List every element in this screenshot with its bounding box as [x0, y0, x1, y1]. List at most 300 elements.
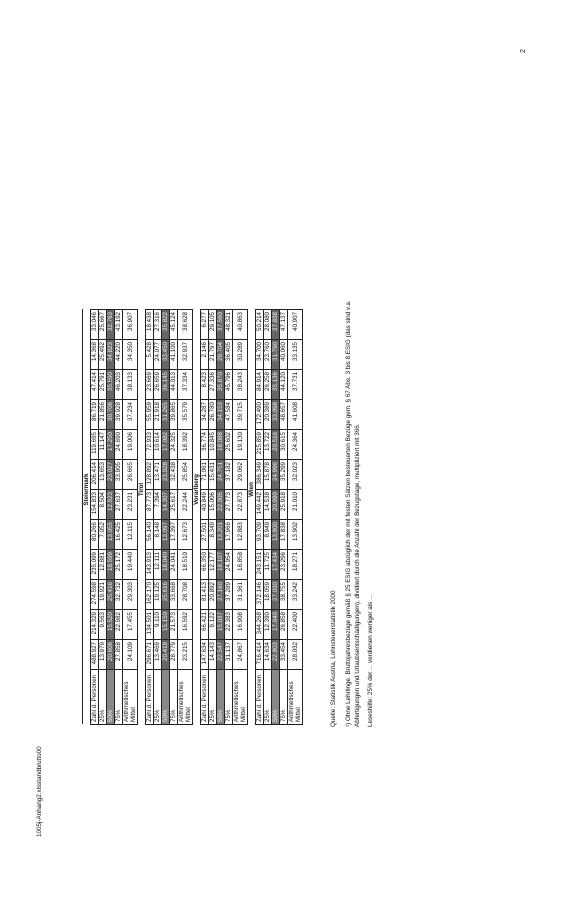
table-cell: 15.006 [209, 490, 217, 520]
table-cell: 38.628 [178, 310, 193, 340]
median-row [272, 310, 280, 725]
table-cell: 37.838 [272, 310, 280, 340]
table-cell: 44.013 [170, 370, 178, 400]
table-cell: 12.177 [209, 550, 217, 580]
table-cell: 48.657 [280, 400, 288, 430]
table-cell: 48.321 [225, 310, 233, 340]
footnote-line-2: Abfertigungen und Urlaubsentschädigungen), dividiert durch die Anzahl der Bezugstage, multipliziert mit 366. [354, 423, 361, 727]
table-cell: 28.779 [170, 640, 178, 670]
table-cell: 22.873 [233, 490, 248, 520]
table-cell: 21.573 [170, 610, 178, 640]
table-cell: 17.455 [123, 610, 138, 640]
table-cell: 25.172 [115, 550, 123, 580]
row-label: 75% [170, 670, 178, 725]
table-cell: 13.979 [99, 640, 107, 670]
table-cell: 56.140 [146, 520, 154, 550]
table-cell: 35.870 [217, 370, 225, 400]
table-cell: 22.982 [115, 610, 123, 640]
row-label-mean-line2: Mittel [185, 707, 192, 722]
table-cell: 17.940 [272, 610, 280, 640]
table-cell: 24.077 [154, 340, 162, 370]
table-cell: 28.032 [288, 640, 303, 670]
income-statistics-table [82, 309, 303, 725]
table-cell: 27.773 [225, 490, 233, 520]
table-cell: 9.122 [209, 610, 217, 640]
footnote-line-1: ¹) Ohne Lehrlinge. Bruttojahresbezüge gemäß § 25 ESIG abzüglich der mit festen Sätzen besteuerten Bezüge gem. § 67 Abs. 3 bis 8 ESIG (das sind v.a. [345, 300, 352, 727]
table-cell: 14.634 [264, 640, 272, 670]
table-cell: 34.287 [201, 400, 209, 430]
region-header-row [193, 310, 201, 725]
table-cell: 147.634 [201, 640, 209, 670]
table-cell: 37.234 [123, 400, 138, 430]
table-cell: 14.307 [162, 490, 170, 520]
region-header-blank [83, 670, 91, 725]
table-cell: 66.350 [201, 550, 209, 580]
row-label-mean-line1: Arithmetisches [233, 681, 240, 722]
table-cell: 21.918 [154, 400, 162, 430]
table-cell: 13.902 [288, 520, 303, 550]
table-cell: 33.450 [162, 340, 170, 370]
table-cell: 128.892 [146, 460, 154, 490]
table-cell: 39.715 [233, 400, 248, 430]
table-cell: 50.214 [256, 310, 264, 340]
table-cell: 32.732 [115, 580, 123, 610]
table-cell: 20.892 [209, 580, 217, 610]
table-cell: 31.265 [162, 400, 170, 430]
statistics-table-container [82, 60, 303, 725]
table-cell: 11.147 [99, 430, 107, 460]
table-cell: 34.823 [107, 340, 115, 370]
table-cell: 17.082 [162, 430, 170, 460]
table-cell: 12.923 [107, 490, 115, 520]
table-cell: 488.927 [91, 640, 99, 670]
table-cell: 20.419 [162, 640, 170, 670]
table-cell: 13.653 [99, 460, 107, 490]
row-label: 25% [209, 670, 217, 725]
count-row [201, 310, 209, 725]
table-cell: 30.615 [280, 430, 288, 460]
table-cell: 47.137 [280, 310, 288, 340]
table-cell: 31.790 [272, 340, 280, 370]
table-cell: 47.414 [91, 370, 99, 400]
table-cell: 23.231 [123, 490, 138, 520]
table-cell: 13.471 [154, 460, 162, 490]
table-cell: 13.469 [154, 640, 162, 670]
table-cell: 14.538 [264, 490, 272, 520]
table-cell: 13.201 [217, 520, 225, 550]
table-cell: 8.949 [264, 520, 272, 550]
table-cell: 32.763 [107, 310, 115, 340]
mean-row [288, 310, 303, 725]
table-cell: 35.299 [280, 460, 288, 490]
table-cell: 26.258 [264, 370, 272, 400]
table-cell: 10.614 [154, 430, 162, 460]
table-cell: 18.510 [178, 550, 193, 580]
table-cell: 38.755 [280, 580, 288, 610]
table-cell: 33.135 [288, 340, 303, 370]
row-label-mean-line1: Arithmetisches [288, 681, 295, 722]
table-cell: 18.438 [146, 310, 154, 340]
table-cell: 66.421 [201, 610, 209, 640]
table-cell: 11.725 [264, 550, 272, 580]
table-cell: 22.005 [217, 490, 225, 520]
table-cell: 38.243 [233, 370, 248, 400]
table-cell: 41.608 [288, 400, 303, 430]
table-cell: 8.423 [201, 370, 209, 400]
table-cell: 24.041 [170, 550, 178, 580]
p75-row [280, 310, 288, 725]
table-cell: 34.700 [256, 340, 264, 370]
p25-row [154, 310, 162, 725]
reading-aid: Leseshilfe: 25% der ... verdienen weniger als ... [367, 594, 374, 727]
row-label: 50% [162, 670, 170, 725]
table-cell: 32.937 [178, 340, 193, 370]
table-cell: 55.959 [146, 400, 154, 430]
table-cell: 47.584 [225, 400, 233, 430]
table-cell: 72.933 [146, 430, 154, 460]
region-name: Tirol [138, 310, 146, 670]
table-cell: 32.438 [170, 460, 178, 490]
row-label: 75% [115, 670, 123, 725]
table-cell: 20.990 [272, 490, 280, 520]
table-cell: 12.673 [178, 520, 193, 550]
table-cell: 40.863 [233, 310, 248, 340]
p25-row [264, 310, 272, 725]
table-cell: 18.599 [107, 550, 115, 580]
table-cell: 18.271 [288, 550, 303, 580]
table-cell: 26.858 [280, 610, 288, 640]
table-cell: 24.996 [272, 460, 280, 490]
table-cell: 154.833 [91, 490, 99, 520]
table-cell: 18.040 [162, 550, 170, 580]
row-label: 50% [107, 670, 115, 725]
table-cell: 19.006 [123, 430, 138, 460]
count-row [91, 310, 99, 725]
table-cell: 27.637 [115, 490, 123, 520]
table-cell: 8.504 [99, 490, 107, 520]
mean-row [233, 310, 248, 725]
table-cell: 37.560 [217, 310, 225, 340]
table-cell: 17.250 [107, 430, 115, 460]
table-cell: 84.914 [256, 370, 264, 400]
table-cell: 33.046 [91, 310, 99, 340]
table-cell: 24.751 [217, 460, 225, 490]
count-row [146, 310, 154, 725]
row-label: 25% [154, 670, 162, 725]
table-cell: 18.059 [264, 580, 272, 610]
table-cell: 19.440 [123, 550, 138, 580]
table-cell: 45.124 [170, 310, 178, 340]
table-cell: 37.731 [288, 370, 303, 400]
table-cell: 38.133 [123, 370, 138, 400]
p75-row [225, 310, 233, 725]
table-cell: 26.780 [209, 400, 217, 430]
row-label: Zahl d. Personen [256, 670, 264, 725]
table-cell: 23.028 [162, 460, 170, 490]
count-row [256, 310, 264, 725]
row-label: 75% [280, 670, 288, 725]
table-cell: 19.130 [233, 430, 248, 460]
region-name: Wien [248, 310, 256, 670]
table-cell: 19.125 [154, 580, 162, 610]
table-cell: 17.966 [225, 520, 233, 550]
table-cell: 9.563 [99, 610, 107, 640]
table-cell: 27.160 [217, 580, 225, 610]
table-cell: 15.037 [217, 610, 225, 640]
table-cell: 12.111 [154, 550, 162, 580]
row-label [233, 670, 248, 725]
table-cell: 9.110 [154, 610, 162, 640]
table-cell: 35.136 [272, 370, 280, 400]
row-label [288, 670, 303, 725]
table-cell: 17.397 [170, 520, 178, 550]
table-cell: 30.706 [107, 400, 115, 430]
region-header-row [83, 310, 91, 725]
table-cell: 81.413 [201, 580, 209, 610]
table-cell: 18.392 [178, 430, 193, 460]
table-cell: 28.080 [264, 310, 272, 340]
table-cell: 24.690 [115, 430, 123, 460]
table-cell: 31.137 [225, 640, 233, 670]
table-cell: 24.109 [123, 640, 138, 670]
table-cell: 243.151 [256, 550, 264, 580]
table-cell: 25.667 [99, 310, 107, 340]
table-cell: 37.182 [225, 460, 233, 490]
row-label [178, 670, 193, 725]
table-cell: 274.598 [91, 580, 99, 610]
table-cell: 39.928 [115, 400, 123, 430]
region-name: Vorarlberg [193, 310, 201, 670]
table-cell: 13.097 [162, 520, 170, 550]
table-cell: 80.266 [91, 520, 99, 550]
table-cell: 45.796 [225, 370, 233, 400]
mean-row [123, 310, 138, 725]
table-cell: 296.671 [146, 640, 154, 670]
table-cell: 29.303 [123, 580, 138, 610]
table-cell: 214.329 [91, 610, 99, 640]
p25-row [99, 310, 107, 725]
table-cell: 33.454 [280, 640, 288, 670]
row-label-mean-line1: Arithmetisches [178, 681, 185, 722]
table-cell: 26.665 [123, 460, 138, 490]
table-cell: 43.192 [115, 310, 123, 340]
table-cell: 17.838 [280, 520, 288, 550]
file-label: 1005j-Anhang2.xlsstandbrutto00 [36, 746, 43, 837]
table-cell: 18.107 [217, 550, 225, 580]
table-cell: 21.797 [209, 340, 217, 370]
table-cell: 23.215 [178, 640, 193, 670]
row-label: 25% [99, 670, 107, 725]
table-cell: 21.010 [288, 490, 303, 520]
table-cell: 71.061 [201, 460, 209, 490]
table-cell: 24.867 [233, 640, 248, 670]
table-cell: 36.774 [201, 430, 209, 460]
table-cell: 28.708 [178, 580, 193, 610]
table-cell: 30.289 [233, 340, 248, 370]
table-cell: 716.414 [256, 640, 264, 670]
table-cell: 29.704 [217, 340, 225, 370]
table-cell: 21.856 [99, 400, 107, 430]
table-cell: 2.146 [201, 340, 209, 370]
table-cell: 27.030 [272, 580, 280, 610]
table-cell: 20.389 [264, 400, 272, 430]
table-cell: 40.060 [280, 340, 288, 370]
region-name: Steiermark [83, 310, 91, 670]
table-cell: 149.442 [256, 490, 264, 520]
p75-row [170, 310, 178, 725]
table-cell: 14.143 [209, 640, 217, 670]
table-cell: 24.954 [225, 550, 233, 580]
table-cell: 46.203 [115, 370, 123, 400]
table-cell: 27.316 [154, 310, 162, 340]
table-cell: 25.854 [178, 460, 193, 490]
table-cell: 86.719 [91, 400, 99, 430]
table-cell: 16.908 [233, 610, 248, 640]
region-header-blank [138, 670, 146, 725]
table-cell: 22.383 [225, 610, 233, 640]
table-cell: 20.606 [107, 640, 115, 670]
region-header-row [138, 310, 146, 725]
table-cell: 31.361 [233, 580, 248, 610]
table-cell: 36.145 [162, 370, 170, 400]
page-number: 2 [520, 49, 527, 53]
region-header-row [248, 310, 256, 725]
table-cell: 14.368 [91, 340, 99, 370]
table-cell: 93.709 [256, 520, 264, 550]
p75-row [115, 310, 123, 725]
table-cell: 134.501 [146, 610, 154, 640]
region-header-blank [193, 670, 201, 725]
table-cell: 15.431 [209, 460, 217, 490]
table-cell: 29.105 [209, 310, 217, 340]
table-cell: 15.150 [162, 610, 170, 640]
table-cell: 386.349 [256, 460, 264, 490]
table-cell: 87.773 [146, 490, 154, 520]
table-cell: 33.905 [115, 460, 123, 490]
table-cell: 37.289 [225, 580, 233, 610]
row-label: Zahl d. Personen [146, 670, 154, 725]
table-cell: 15.878 [264, 460, 272, 490]
row-label: 75% [225, 670, 233, 725]
table-cell: 22.803 [272, 640, 280, 670]
table-cell: 18.088 [217, 430, 225, 460]
table-cell: 22.244 [178, 490, 193, 520]
table-cell: 13.055 [107, 520, 115, 550]
table-cell: 13.900 [272, 520, 280, 550]
row-label-mean-line1: Arithmetisches [123, 681, 130, 722]
table-cell: 24.364 [288, 430, 303, 460]
table-cell: 32.023 [288, 460, 303, 490]
table-cell: 41.100 [170, 340, 178, 370]
row-label: 50% [217, 670, 225, 725]
median-row [217, 310, 225, 725]
table-cell: 15.520 [107, 610, 115, 640]
table-cell: 23.296 [280, 550, 288, 580]
table-cell: 33.668 [170, 580, 178, 610]
table-cell: 24.325 [170, 430, 178, 460]
table-cell: 34.350 [123, 340, 138, 370]
table-cell: 25.918 [280, 490, 288, 520]
table-cell: 13.722 [264, 430, 272, 460]
table-cell: 33.242 [288, 580, 303, 610]
table-cell: 7.052 [99, 520, 107, 550]
median-row [107, 310, 115, 725]
table-cell: 33.098 [272, 400, 280, 430]
table-cell: 19.921 [99, 580, 107, 610]
table-cell: 27.858 [115, 640, 123, 670]
table-cell: 12.883 [233, 520, 248, 550]
table-cell: 34.153 [217, 400, 225, 430]
table-cell: 7.394 [154, 490, 162, 520]
table-cell: 10.845 [209, 430, 217, 460]
table-cell: 119.695 [91, 430, 99, 460]
region-header-blank [248, 670, 256, 725]
table-cell: 36.907 [123, 310, 138, 340]
row-label-mean-line2: Mittel [130, 707, 137, 722]
table-cell: 25.492 [99, 340, 107, 370]
table-cell: 235.099 [91, 550, 99, 580]
table-cell: 25.416 [107, 580, 115, 610]
table-cell: 25.617 [170, 490, 178, 520]
row-label-mean-line2: Mittel [240, 707, 247, 722]
mean-row [178, 310, 193, 725]
table-cell: 26.659 [154, 370, 162, 400]
table-cell: 8.349 [209, 520, 217, 550]
table-cell: 18.858 [233, 550, 248, 580]
table-cell: 25.616 [162, 580, 170, 610]
table-cell: 23.669 [146, 370, 154, 400]
table-cell: 35.579 [178, 400, 193, 430]
table-cell: 40.849 [201, 490, 209, 520]
table-cell: 39.865 [170, 400, 178, 430]
table-cell: 44.220 [115, 340, 123, 370]
table-cell: 36.405 [225, 340, 233, 370]
table-cell: 23.027 [107, 460, 115, 490]
table-cell: 27.336 [209, 370, 217, 400]
p25-row [209, 310, 217, 725]
table-cell: 40.907 [288, 310, 303, 340]
table-cell: 372.146 [256, 580, 264, 610]
table-cell: 22.400 [288, 610, 303, 640]
table-cell: 27.501 [201, 520, 209, 550]
table-cell: 44.120 [280, 370, 288, 400]
table-cell: 22.547 [217, 640, 225, 670]
table-cell: 23.760 [264, 340, 272, 370]
table-cell: 6.277 [201, 310, 209, 340]
row-label: 50% [272, 670, 280, 725]
row-label: 25% [264, 670, 272, 725]
median-row [162, 310, 170, 725]
table-cell: 17.434 [272, 550, 280, 580]
source-note: Quelle: Statistik Austria, Lohnsteuerstatistik 2000 [330, 590, 337, 727]
row-label [123, 670, 138, 725]
table-cell: 8.148 [154, 520, 162, 550]
table-cell: 16.592 [178, 610, 193, 640]
table-cell: 12.390 [264, 610, 272, 640]
table-cell: 344.268 [256, 610, 264, 640]
row-label: Zahl d. Personen [201, 670, 209, 725]
table-cell: 162.170 [146, 580, 154, 610]
table-cell: 25.602 [225, 430, 233, 460]
row-label: Zahl d. Personen [91, 670, 99, 725]
table-cell: 29.062 [233, 460, 248, 490]
table-cell: 5.428 [146, 340, 154, 370]
table-cell: 35.590 [107, 370, 115, 400]
table-cell: 12.115 [123, 520, 138, 550]
table-cell: 16.425 [115, 520, 123, 550]
table-cell: 215.859 [256, 430, 264, 460]
table-cell: 35.822 [162, 310, 170, 340]
